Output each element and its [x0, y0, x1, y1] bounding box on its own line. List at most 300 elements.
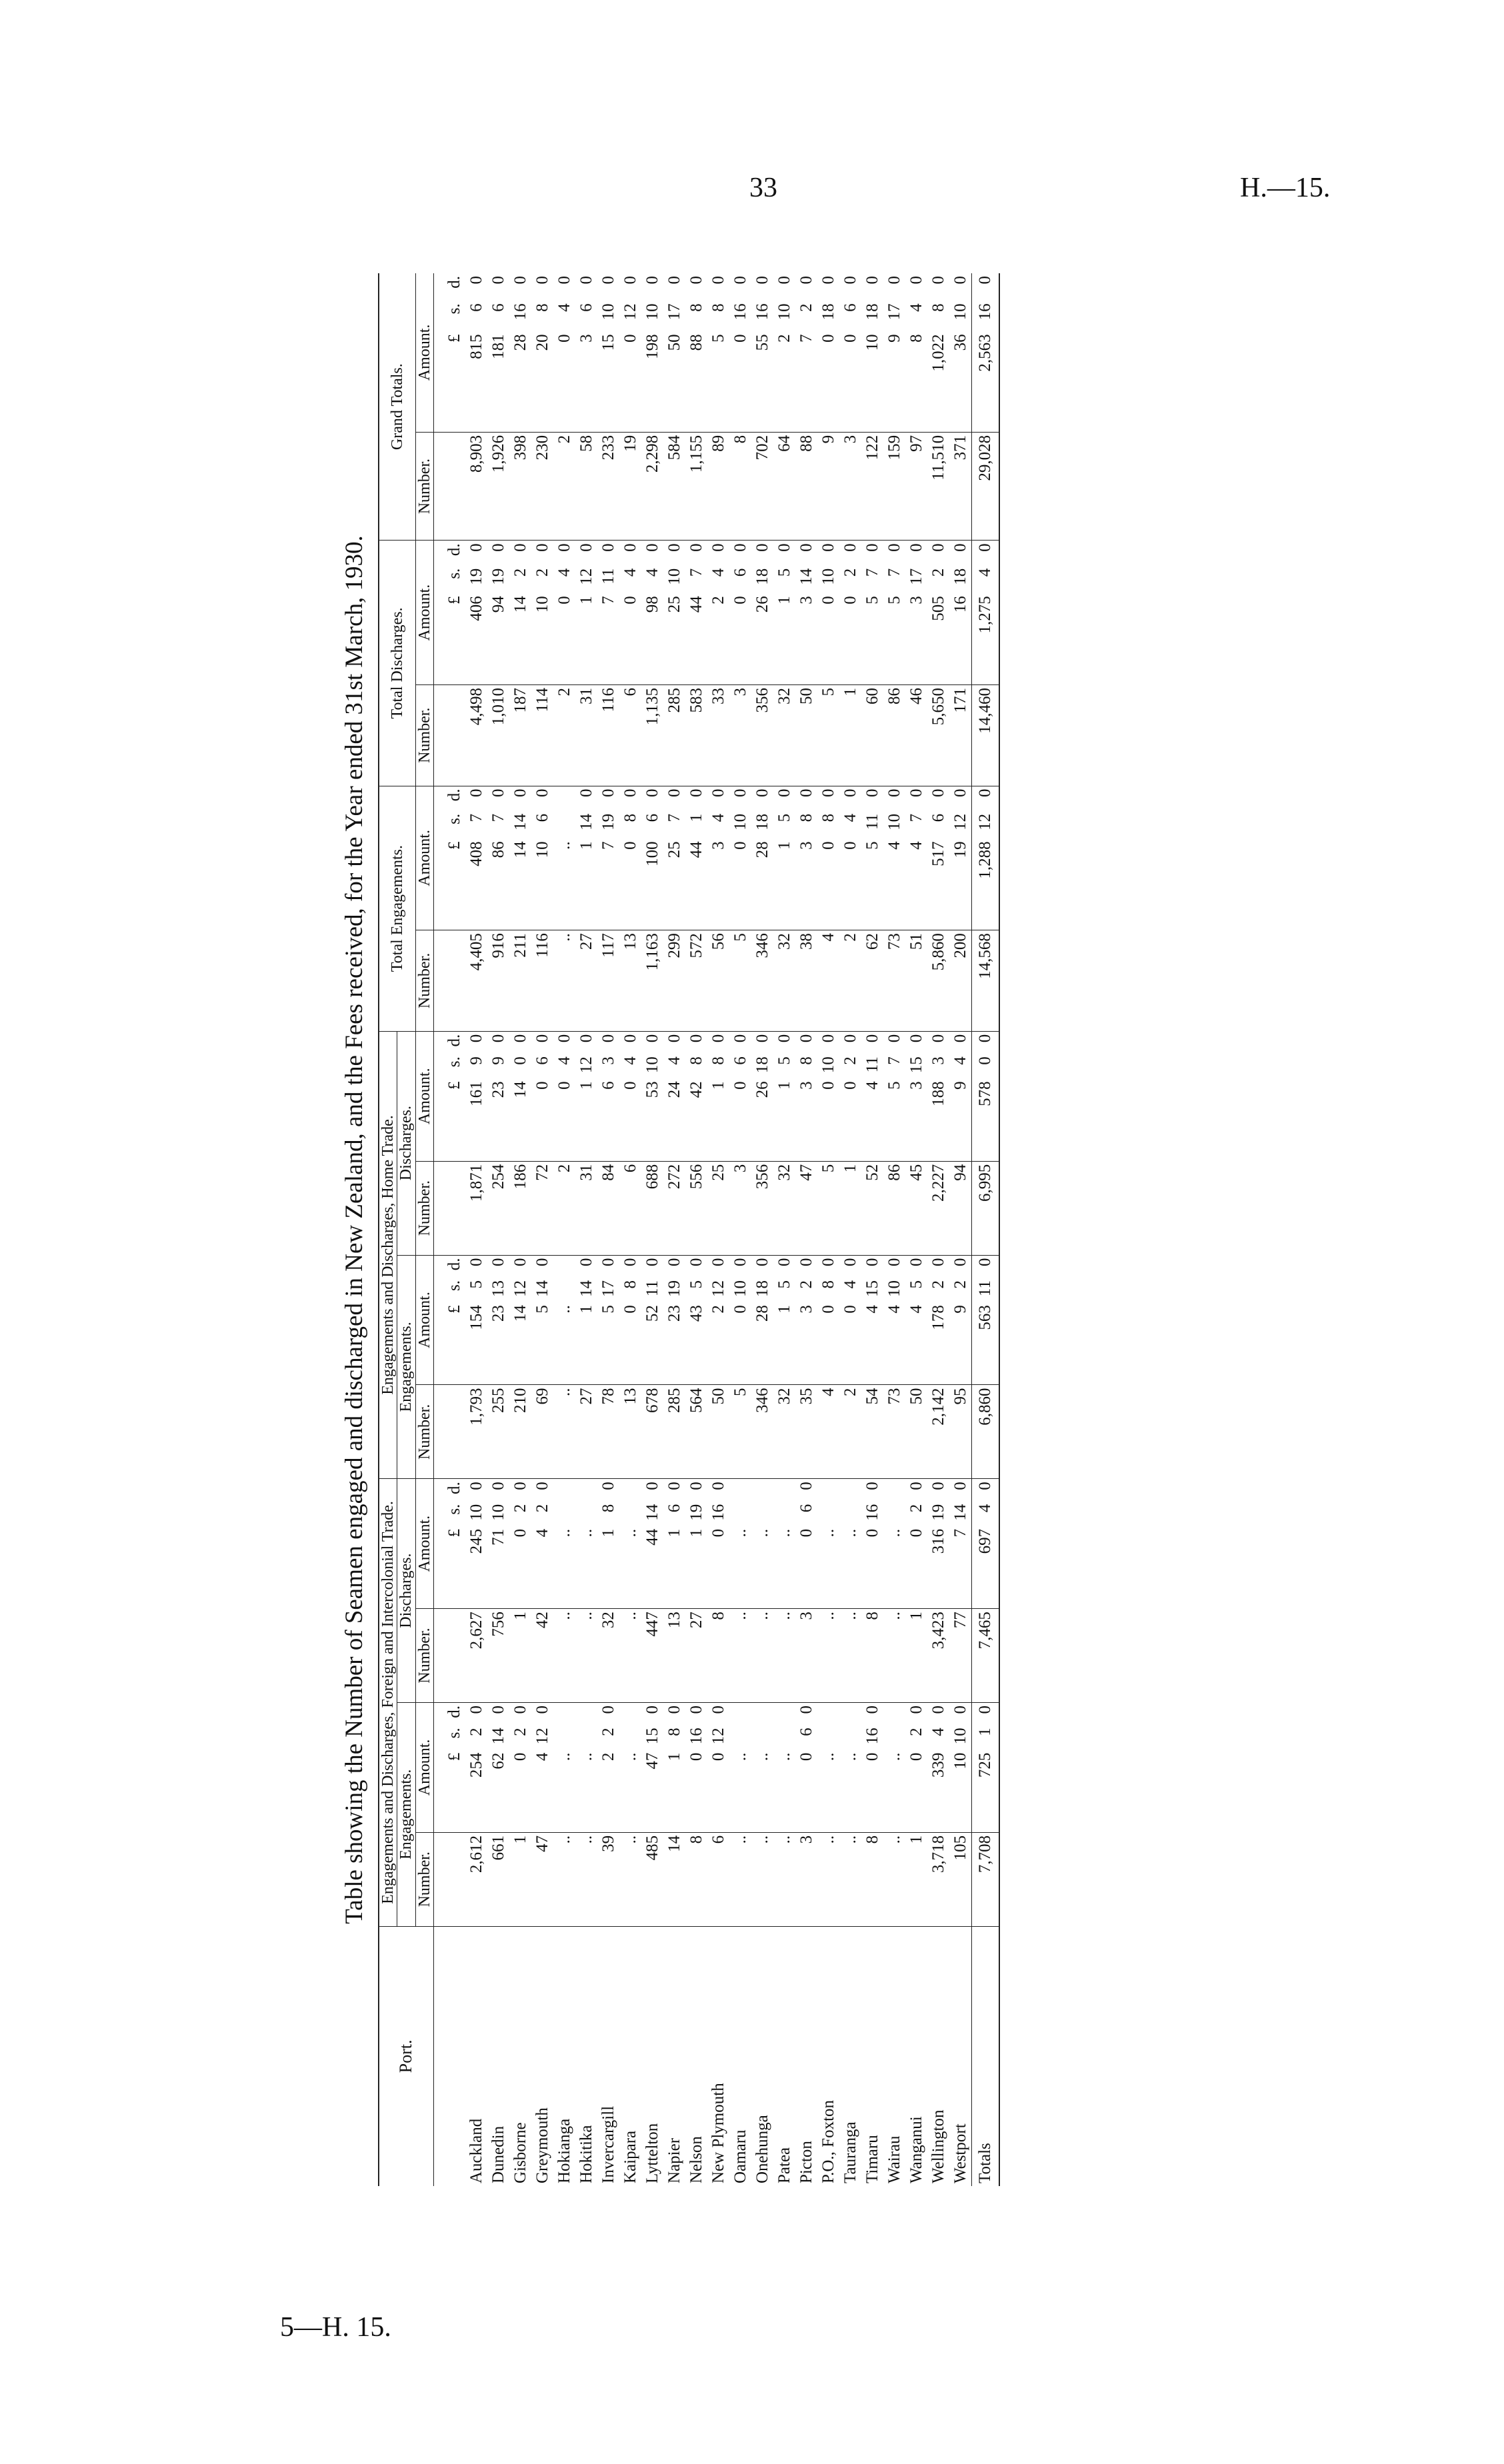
number-cell	[434, 1832, 466, 1926]
amount-cell	[949, 1031, 972, 1161]
pence-value: 0	[775, 1258, 794, 1267]
pence-value: 0	[577, 276, 596, 285]
pence-value: 0	[907, 1034, 926, 1043]
header-number: Number.	[415, 432, 433, 540]
pounds-value: 100	[643, 841, 662, 866]
number-cell: 211	[509, 930, 531, 1032]
number-cell: 6	[707, 1832, 729, 1926]
pence-value: 0	[687, 1258, 706, 1267]
header-amount: Amount.	[415, 273, 433, 432]
table-row	[641, 273, 663, 2186]
table-row	[685, 273, 707, 2186]
shillings-value: 12	[511, 1280, 530, 1297]
number-cell	[434, 1161, 466, 1255]
number-cell: 32	[773, 930, 795, 1032]
pence-value: 0	[687, 1705, 706, 1714]
shillings-value: 11	[863, 813, 882, 830]
port-name: Oamaru	[731, 2129, 750, 2183]
pounds-value: 245	[467, 1528, 486, 1554]
pounds-value: 0	[511, 1528, 530, 1538]
shillings-value: 8	[709, 303, 728, 312]
pence-value: 0	[907, 1705, 926, 1714]
shillings-value: 2	[797, 303, 816, 312]
pounds-value: 4	[907, 841, 926, 850]
number-cell: 1	[509, 1832, 531, 1926]
amount-cell	[751, 541, 773, 685]
number-cell: 5	[817, 1161, 839, 1255]
pence-value: 0	[467, 1258, 486, 1267]
table-row	[663, 273, 685, 2186]
pounds-value: 3	[709, 841, 728, 850]
shillings-value: 12	[709, 1728, 728, 1745]
amount-cell	[685, 273, 707, 432]
number-cell: 8	[729, 432, 751, 540]
shillings-value: 8	[599, 1504, 618, 1513]
number-cell: 97	[905, 432, 927, 540]
amount-cell	[949, 1255, 972, 1385]
shillings-value: 19	[489, 568, 508, 585]
number-cell: 2,227	[927, 1161, 949, 1255]
number-cell: 89	[707, 432, 729, 540]
table-row	[817, 273, 839, 2186]
page-number: 33	[749, 173, 777, 203]
pence-value: 0	[841, 276, 860, 285]
table-row	[773, 273, 795, 2186]
amount-cell	[883, 1031, 905, 1161]
number-cell: 6,860	[972, 1385, 1000, 1479]
shillings-value: 14	[511, 813, 530, 830]
pounds-value: 10	[533, 596, 552, 613]
pounds-value: 1	[577, 1305, 596, 1314]
number-cell: ..	[553, 930, 575, 1032]
unit-label: d.	[445, 1034, 464, 1047]
pence-value: 0	[489, 1705, 508, 1714]
pence-value: 0	[643, 1482, 662, 1490]
number-cell: 6	[619, 1161, 641, 1255]
number-cell: 583	[685, 684, 707, 786]
header-foreign-engagements: Engagements.	[397, 1702, 415, 1926]
amount-cell	[751, 1255, 773, 1385]
shillings-value: 2	[907, 1504, 926, 1513]
number-cell: 1	[839, 1161, 861, 1255]
pounds-value: 0	[841, 841, 860, 850]
header-foreign-group: Engagements and Discharges, Foreign and Intercolonial Trade.	[379, 1479, 397, 1926]
shillings-value: 2	[841, 1056, 860, 1065]
shillings-value: 10	[665, 568, 684, 585]
number-cell: 50	[905, 1385, 927, 1479]
shillings-value: 14	[643, 1504, 662, 1521]
currency-units	[434, 1031, 466, 1161]
amount-cell	[972, 786, 1000, 930]
pence-value: 0	[907, 276, 926, 285]
amount-cell	[685, 1255, 707, 1385]
shillings-value: 2	[533, 1504, 552, 1513]
shillings-value: 6	[665, 1504, 684, 1513]
shillings-value: 10	[819, 1056, 838, 1074]
number-cell: 254	[487, 1161, 509, 1255]
port-name: Hokianga	[555, 2118, 574, 2183]
pence-value: 0	[511, 1258, 530, 1267]
unit-label: s.	[445, 1056, 464, 1068]
pence-value: 0	[976, 543, 995, 552]
pence-value: 0	[665, 1258, 684, 1267]
number-cell: 159	[883, 432, 905, 540]
pence-value: 0	[665, 1705, 684, 1714]
shillings-value: 4	[555, 303, 574, 312]
amount-cell	[575, 1255, 597, 1385]
totals-label: Totals	[972, 1926, 1000, 2186]
amount-cell	[487, 1479, 509, 1609]
shillings-value: 16	[753, 303, 772, 321]
number-cell: 661	[487, 1832, 509, 1926]
shillings-value: 7	[489, 813, 508, 822]
shillings-value: 17	[885, 303, 904, 321]
port-name: Kaipara	[621, 2130, 640, 2183]
shillings-value: 6	[731, 568, 750, 577]
pence-value: 0	[665, 788, 684, 798]
pounds-value: 44	[687, 841, 706, 858]
shillings-value: 12	[533, 1728, 552, 1745]
pounds-value: 0	[841, 334, 860, 343]
amount-cell	[927, 273, 949, 432]
pounds-value: 3	[907, 596, 926, 605]
header-home-discharges: Discharges.	[397, 1031, 415, 1255]
amount-cell	[707, 1031, 729, 1161]
number-cell: 8	[861, 1609, 883, 1703]
pounds-value: 14	[511, 1081, 530, 1098]
pounds-value: 10	[951, 1752, 970, 1770]
pence-value: 0	[797, 1034, 816, 1043]
shillings-value: 15	[643, 1728, 662, 1745]
amount-cell	[465, 1702, 487, 1832]
shillings-value: 18	[753, 1056, 772, 1074]
currency-units	[434, 786, 466, 930]
pence-value: 0	[599, 1034, 618, 1043]
pounds-value: 19	[951, 841, 970, 858]
pounds-value: 178	[929, 1305, 948, 1330]
pounds-value: 6	[599, 1081, 618, 1090]
shillings-value: 5	[775, 813, 794, 822]
number-cell: ..	[619, 1832, 641, 1926]
amount-cell	[685, 1031, 707, 1161]
pence-value: 0	[555, 276, 574, 285]
report-code: H.—15.	[1240, 173, 1331, 203]
number-cell: ..	[817, 1609, 839, 1703]
port-name: Onehunga	[753, 2115, 772, 2183]
amount-cell	[575, 1031, 597, 1161]
pounds-value: ..	[841, 1752, 860, 1762]
pounds-value: 5	[863, 841, 882, 850]
shillings-value: 16	[687, 1728, 706, 1745]
pounds-value: 3	[797, 841, 816, 850]
pence-value: 0	[709, 276, 728, 285]
units-row	[434, 273, 466, 2186]
pounds-value: 3	[907, 1081, 926, 1090]
number-cell: 1,010	[487, 684, 509, 786]
amount-cell	[729, 273, 751, 432]
amount-cell	[729, 1702, 751, 1832]
amount-cell	[487, 273, 509, 432]
header-number: Number.	[415, 1832, 433, 1926]
pence-value: 0	[841, 788, 860, 798]
amount-cell	[883, 786, 905, 930]
number-cell: 47	[795, 1161, 817, 1255]
pence-value: 0	[709, 1705, 728, 1714]
pounds-value: 1,288	[976, 841, 995, 879]
pounds-value: 1	[775, 1081, 794, 1090]
pounds-value: ..	[555, 1305, 574, 1314]
pounds-value: 3	[797, 1081, 816, 1090]
amount-cell	[773, 541, 795, 685]
number-cell: 56	[707, 930, 729, 1032]
amount-cell	[972, 273, 1000, 432]
pounds-value: 7	[599, 841, 618, 850]
header-amount: Amount.	[415, 1255, 433, 1385]
amount-cell	[663, 1031, 685, 1161]
port-name: Wairau	[885, 2135, 904, 2183]
amount-cell	[597, 541, 619, 685]
pence-value: 0	[577, 1258, 596, 1267]
pence-value: 0	[841, 1034, 860, 1043]
pence-value: 0	[467, 1034, 486, 1043]
pounds-value: 0	[819, 596, 838, 605]
amount-cell	[795, 1031, 817, 1161]
pounds-value: 1	[577, 596, 596, 605]
shillings-value: 7	[885, 1056, 904, 1065]
number-cell: 285	[663, 1385, 685, 1479]
amount-cell	[531, 1702, 553, 1832]
port-name: Napier	[665, 2137, 684, 2183]
amount-cell	[685, 1702, 707, 1832]
pence-value: 0	[643, 276, 662, 285]
number-cell: 1	[509, 1609, 531, 1703]
pence-value: 0	[819, 1034, 838, 1043]
number-cell: 6,995	[972, 1161, 1000, 1255]
number-cell: 45	[905, 1161, 927, 1255]
port-name: Wanganui	[907, 2116, 926, 2183]
shillings-value: 18	[753, 1280, 772, 1297]
unit-label: £	[445, 596, 464, 605]
pence-value: 0	[929, 1258, 948, 1267]
pounds-value: 1	[775, 596, 794, 605]
amount-cell	[597, 1702, 619, 1832]
pounds-value: ..	[577, 1752, 596, 1762]
shillings-value: 6	[841, 303, 860, 312]
number-cell: ..	[773, 1609, 795, 1703]
amount-cell	[641, 1702, 663, 1832]
number-cell: ..	[729, 1832, 751, 1926]
number-cell: 29,028	[972, 432, 1000, 540]
amount-cell	[465, 1479, 487, 1609]
number-cell: 2	[553, 432, 575, 540]
number-cell: 171	[949, 684, 972, 786]
amount-cell	[619, 1479, 641, 1609]
number-cell: 5,650	[927, 684, 949, 786]
pence-value: 0	[929, 543, 948, 552]
table-row	[861, 273, 883, 2186]
pounds-value: 3	[577, 334, 596, 343]
amount-cell	[773, 1255, 795, 1385]
amount-cell	[972, 1479, 1000, 1609]
amount-cell	[861, 541, 883, 685]
pence-value: 0	[467, 1482, 486, 1490]
number-cell: 9	[817, 432, 839, 540]
table-body	[434, 273, 972, 2186]
amount-cell	[729, 1479, 751, 1609]
header-number: Number.	[415, 1161, 433, 1255]
pence-value: 0	[885, 543, 904, 552]
number-cell: 1	[839, 684, 861, 786]
port-name: Timaru	[863, 2135, 882, 2183]
amount-cell	[839, 786, 861, 930]
shillings-value: 4	[643, 568, 662, 577]
number-cell: 2	[553, 684, 575, 786]
number-cell: 50	[707, 1385, 729, 1479]
number-cell: 50	[795, 684, 817, 786]
shillings-value: 5	[467, 1280, 486, 1289]
pence-value: 0	[511, 543, 530, 552]
currency-units	[434, 1255, 466, 1385]
amount-cell	[575, 786, 597, 930]
amount-cell	[641, 786, 663, 930]
shillings-value: 2	[797, 1280, 816, 1289]
amount-cell	[883, 1479, 905, 1609]
amount-cell	[861, 273, 883, 432]
number-cell: 86	[883, 1161, 905, 1255]
shillings-value: 16	[709, 1504, 728, 1521]
unit-label: s.	[445, 568, 464, 579]
number-cell: 2	[839, 1385, 861, 1479]
pounds-value: 88	[687, 334, 706, 351]
shillings-value: 7	[665, 813, 684, 822]
unit-label: d.	[445, 788, 464, 802]
amount-cell	[619, 541, 641, 685]
pounds-value: ..	[775, 1528, 794, 1538]
amount-cell	[487, 786, 509, 930]
amount-cell	[773, 1031, 795, 1161]
port-name: Lyttelton	[643, 2123, 662, 2183]
number-cell: 8	[685, 1832, 707, 1926]
pence-value: 0	[511, 788, 530, 798]
shillings-value: 7	[907, 813, 926, 822]
pounds-value: 44	[643, 1528, 662, 1546]
amount-cell	[509, 541, 531, 685]
number-cell: 2,612	[465, 1832, 487, 1926]
pence-value: 0	[467, 788, 486, 798]
pounds-value: 4	[863, 1081, 882, 1090]
pounds-value: 161	[467, 1081, 486, 1106]
number-cell: 3	[729, 1161, 751, 1255]
amount-cell	[619, 786, 641, 930]
shillings-value: 10	[643, 303, 662, 321]
pence-value: 0	[951, 1258, 970, 1267]
pence-value: 0	[951, 788, 970, 798]
shillings-value: 2	[929, 1280, 948, 1289]
footer-code: 5—H. 15.	[280, 2312, 391, 2343]
shillings-value: 5	[907, 1280, 926, 1289]
pence-value: 0	[929, 1034, 948, 1043]
shillings-value: 6	[533, 813, 552, 822]
pounds-value: 94	[489, 596, 508, 613]
shillings-value: 19	[687, 1504, 706, 1521]
pence-value: 0	[841, 543, 860, 552]
shillings-value: 15	[863, 1280, 882, 1297]
amount-cell	[861, 1479, 883, 1609]
pounds-value: 5	[885, 1081, 904, 1090]
amount-cell	[685, 1479, 707, 1609]
pounds-value: 28	[753, 841, 772, 858]
pence-value: 0	[643, 1034, 662, 1043]
number-cell: 346	[751, 930, 773, 1032]
amount-cell	[773, 1702, 795, 1832]
pence-value: 0	[797, 276, 816, 285]
amount-cell	[949, 1702, 972, 1832]
pounds-value: 339	[929, 1752, 948, 1778]
pence-value: 0	[775, 1034, 794, 1043]
table-row	[465, 273, 487, 2186]
amount-cell	[927, 541, 949, 685]
pence-value: 0	[577, 1034, 596, 1043]
pounds-value: ..	[577, 1528, 596, 1538]
number-cell: 8	[861, 1832, 883, 1926]
number-cell: 52	[861, 1161, 883, 1255]
amount-cell	[509, 1031, 531, 1161]
number-cell: 27	[575, 930, 597, 1032]
amount-cell	[531, 541, 553, 685]
number-cell: 78	[597, 1385, 619, 1479]
pounds-value: 0	[797, 1752, 816, 1762]
header-amount: Amount.	[415, 786, 433, 930]
number-cell: ..	[619, 1609, 641, 1703]
shillings-value: 8	[665, 1728, 684, 1736]
number-cell: 105	[949, 1832, 972, 1926]
pounds-value: 0	[687, 1752, 706, 1762]
port-name: Gisborne	[511, 2122, 530, 2183]
number-cell: 6	[619, 684, 641, 786]
amount-cell	[487, 1031, 509, 1161]
number-cell: 285	[663, 684, 685, 786]
currency-units	[434, 1702, 466, 1832]
number-cell: 94	[949, 1161, 972, 1255]
shillings-value: 8	[687, 1056, 706, 1065]
number-cell: 13	[619, 930, 641, 1032]
number-cell: 564	[685, 1385, 707, 1479]
number-cell: 4,498	[465, 684, 487, 786]
pounds-value: 0	[841, 1081, 860, 1090]
pence-value: 0	[863, 1034, 882, 1043]
pence-value: 0	[819, 788, 838, 798]
pounds-value: 9	[885, 334, 904, 343]
pence-value: 0	[775, 788, 794, 798]
number-cell: 1	[905, 1609, 927, 1703]
number-cell: 88	[795, 432, 817, 540]
amount-cell	[531, 1479, 553, 1609]
port-name: Hokitika	[577, 2125, 596, 2183]
pounds-value: 9	[951, 1305, 970, 1314]
number-cell: ..	[773, 1832, 795, 1926]
pence-value: 0	[621, 276, 640, 285]
unit-label: d.	[445, 1482, 464, 1494]
number-cell: ..	[553, 1832, 575, 1926]
number-cell: 187	[509, 684, 531, 786]
number-cell: 1,793	[465, 1385, 487, 1479]
pence-value: 0	[687, 276, 706, 285]
shillings-value: 18	[753, 568, 772, 585]
amount-cell	[707, 273, 729, 432]
amount-cell	[685, 786, 707, 930]
amount-cell	[575, 541, 597, 685]
currency-units	[434, 1479, 466, 1609]
